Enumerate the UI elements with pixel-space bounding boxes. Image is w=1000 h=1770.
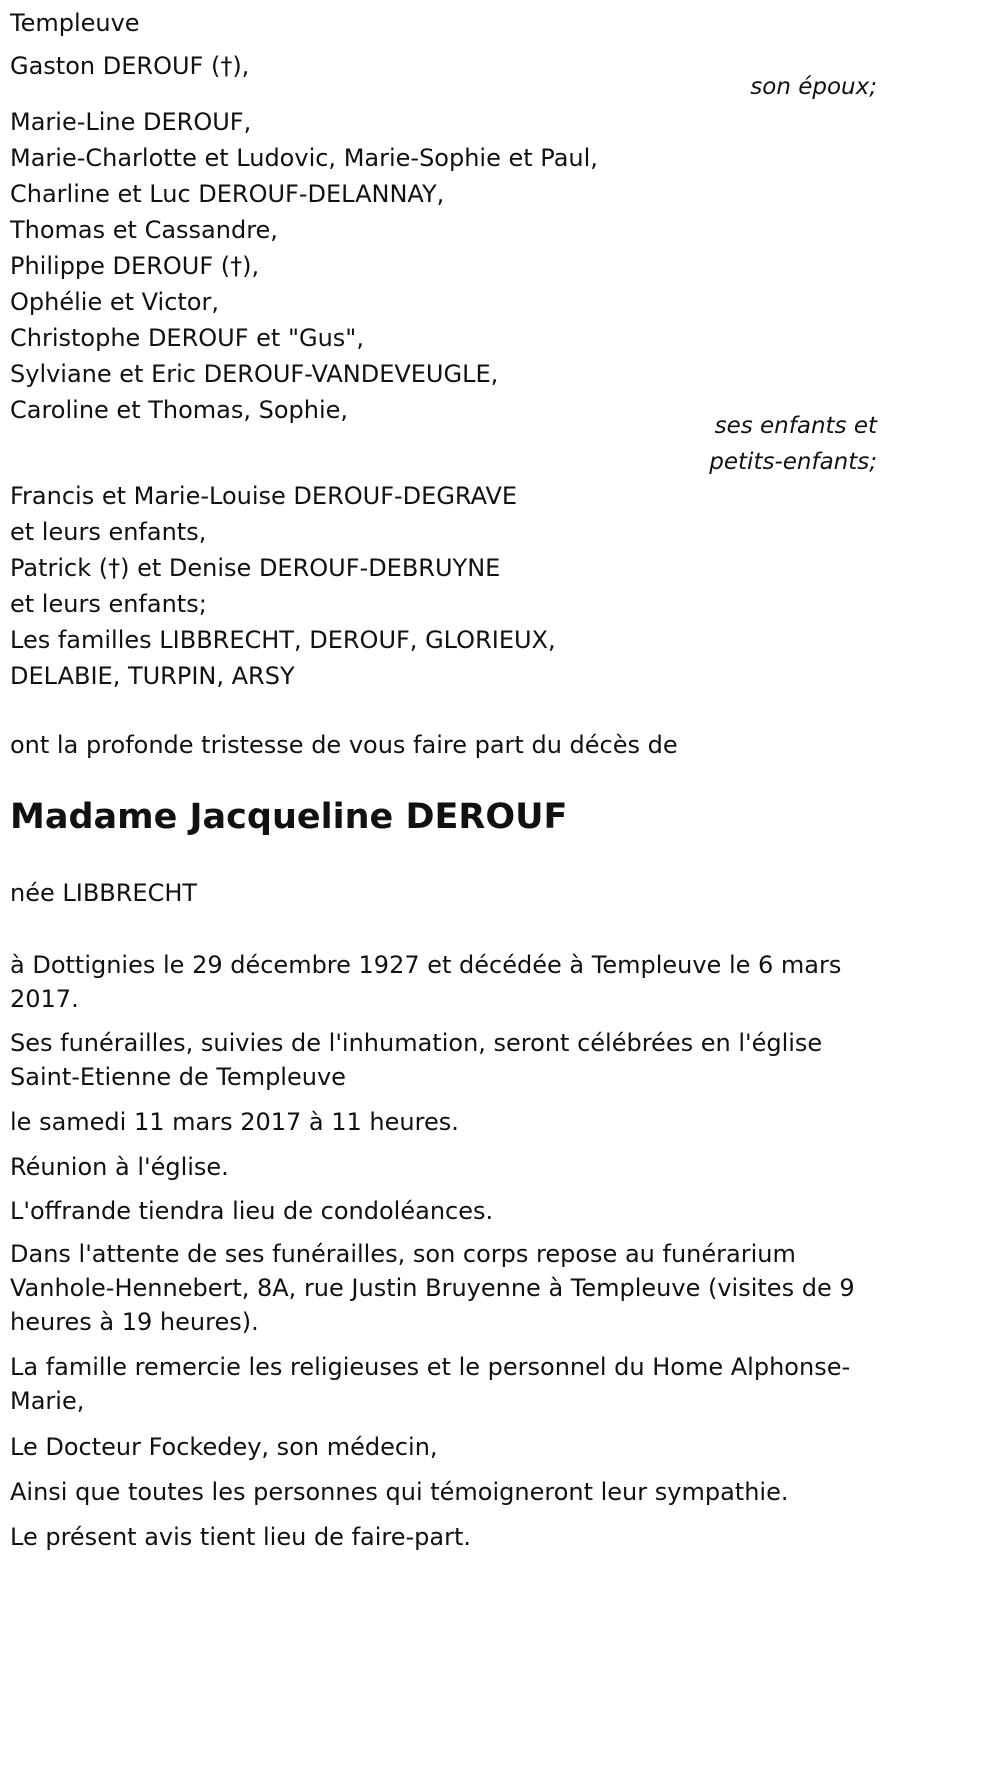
list-item: Christophe DEROUF et "Gus", — [10, 324, 364, 352]
children-relation-line: ses enfants et — [714, 413, 877, 439]
list-item: Sylviane et Eric DEROUF-VANDEVEUGLE, — [10, 360, 499, 388]
list-item: Marie-Charlotte et Ludovic, Marie-Sophie et Paul, — [10, 144, 598, 172]
list-item: Philippe DEROUF (†), — [10, 252, 260, 280]
spouse-name: Gaston DEROUF (†), — [10, 52, 250, 80]
list-item: Patrick (†) et Denise DEROUF-DEBRUYNE — [10, 554, 501, 582]
list-item: Les familles LIBBRECHT, DEROUF, GLORIEUX, — [10, 626, 556, 654]
thanks-paragraph: La famille remercie les religieuses et le personnel du Home Alphonse-Marie, — [10, 1353, 851, 1415]
city-text: Templeuve — [10, 9, 140, 37]
deceased-name: Madame Jacqueline DEROUF — [10, 797, 568, 837]
children-list — [10, 104, 890, 428]
maiden-name — [10, 875, 890, 911]
list-item: DELABIE, TURPIN, ARSY — [10, 662, 295, 690]
funeral-paragraph: Ses funérailles, suivies de l'inhumation, seront célébrées en l'église Saint-Etienne de Templeuve — [10, 1029, 823, 1091]
list-item: et leurs enfants, — [10, 518, 207, 546]
list-item: Ophélie et Victor, — [10, 288, 219, 316]
list-item: et leurs enfants; — [10, 590, 207, 618]
children-relation-line: petits-enfants; — [709, 449, 877, 475]
meeting-paragraph: Réunion à l'église. — [10, 1153, 229, 1181]
list-item: Francis et Marie-Louise DEROUF-DEGRAVE — [10, 482, 518, 510]
spouse-relation: son époux; — [750, 74, 877, 100]
relatives-list — [10, 478, 890, 694]
offering-paragraph: L'offrande tiendra lieu de condoléances. — [10, 1197, 494, 1225]
list-item: Charline et Luc DEROUF-DELANNAY, — [10, 180, 445, 208]
list-item: Thomas et Cassandre, — [10, 216, 278, 244]
date-paragraph: le samedi 11 mars 2017 à 11 heures. — [10, 1108, 459, 1136]
intro-line: ont la profonde tristesse de vous faire part du décès de — [10, 731, 678, 759]
city-heading — [10, 5, 890, 41]
rest-paragraph: Dans l'attente de ses funérailles, son corps repose au funérarium Vanhole-Hennebert, 8A, rue Justin Bruyenne à Templeuve (visites de 9 heures à 19 heures). — [10, 1240, 855, 1336]
list-item: Caroline et Thomas, Sophie, — [10, 396, 349, 424]
children-relation — [709, 408, 877, 480]
doctor-paragraph: Le Docteur Fockedey, son médecin, — [10, 1433, 438, 1461]
list-item: Marie-Line DEROUF, — [10, 108, 252, 136]
intro-text — [10, 727, 890, 763]
birth-death-paragraph: à Dottignies le 29 décembre 1927 et décédée à Templeuve le 6 mars 2017. — [10, 951, 842, 1013]
maiden-name-text: née LIBBRECHT — [10, 879, 198, 907]
notice-paragraph: Le présent avis tient lieu de faire-part. — [10, 1523, 472, 1551]
sympathy-paragraph: Ainsi que toutes les personnes qui témoigneront leur sympathie. — [10, 1478, 789, 1506]
